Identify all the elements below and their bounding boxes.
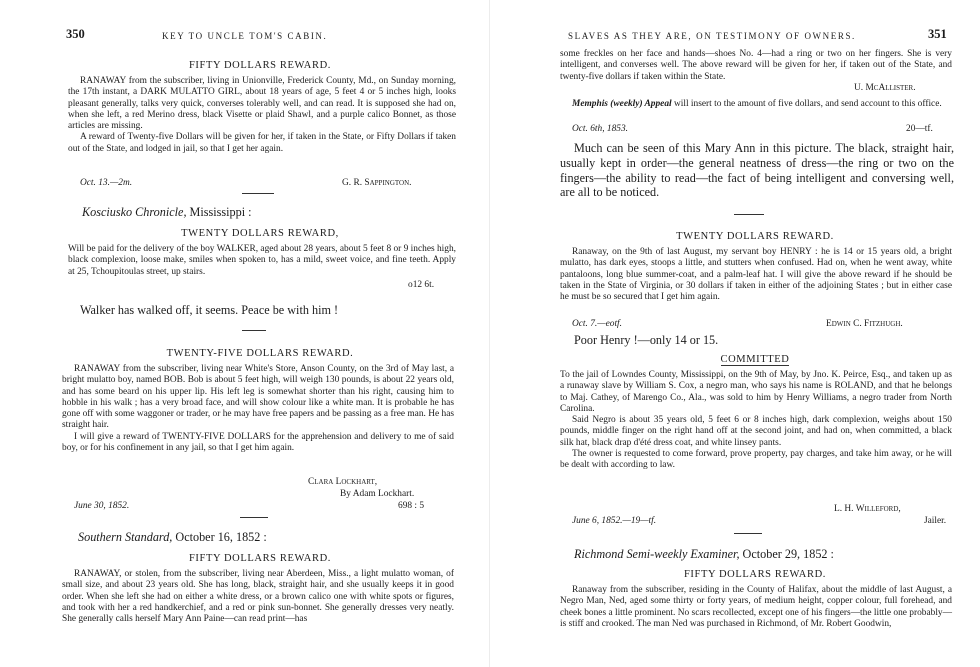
ad-date: Oct. 7.—eotf. <box>572 319 622 329</box>
notice-date: Oct. 6th, 1853. <box>572 124 628 134</box>
ad-heading: FIFTY DOLLARS REWARD. <box>188 553 331 564</box>
newspaper-name: Kosciusko Chronicle, <box>82 205 187 219</box>
ad-signer: U. McAllister. <box>854 83 916 93</box>
advertisement <box>560 585 952 630</box>
ad-date: June 30, 1852. <box>74 501 130 511</box>
ad-body: To the jail of Lowndes County, Mississippi, on the 9th of May, by Jno. K. Peirce, Esq., and taken up as a runaway slave by William S. Cox, a negro man, who says his name is ROLAND, and that he belongs to Maj. Cathey, of Marengo Co., Ala., was sold to him by Henry Williams, a negro trader from North Carolina. <box>560 370 952 414</box>
source-line <box>574 547 834 562</box>
source-line <box>82 205 252 220</box>
ad-heading: TWENTY DOLLARS REWARD, <box>181 228 339 239</box>
ad-body: Ranaway, on the 9th of last August, my servant boy HENRY : he is 14 or 15 years old, a bright mulatto, has dark eyes, stoops a little, and stutters when confused. Had on, when he went away, white pantaloons, long blue summer-coat, and a palm-leaf hat. I will give the above reward if he should be taken in the State of Virginia, or 30 dollars if taken in either of the adjoining States ; but in either case he must be so secured that I get him again. <box>560 247 952 303</box>
commentary: Poor Henry !—only 14 or 15. <box>574 333 719 347</box>
ad-heading: TWENTY DOLLARS REWARD. <box>676 231 834 242</box>
newspaper-name: Memphis (weekly) Appeal <box>572 99 672 109</box>
ad-signer: G. R. Sappington. <box>342 178 412 188</box>
ad-date: June 6, 1852.—19—tf. <box>572 516 657 526</box>
ad-signer: Clara Lockhart, <box>308 477 378 487</box>
ad-heading: FIFTY DOLLARS REWARD. <box>683 569 826 580</box>
commentary: Much can be seen of this Mary Ann in this picture. The black, straight hair, usually kept in order—the general neatness of dress—the ring or two on the fingers—the ability to read—the fact of being intelligent and conversing well, are all to be noticed. <box>560 141 954 200</box>
running-head: SLAVES AS THEY ARE, ON TESTIMONY OF OWNERS. <box>568 31 856 41</box>
right-page <box>490 0 980 667</box>
ad-body: some freckles on her face and hands—shoes No. 4—had a ring or two on her fingers. She is very intelligent, and converses well. The above reward will be given for her, if taken out of the State, and twenty-five dollars if taken within the State. <box>560 49 952 82</box>
divider <box>734 214 764 215</box>
ad-body: RANAWAY, or stolen, from the subscriber, living near Aberdeen, Miss., a light mulatto woman, of small size, and about 23 years old. She has long, black, straight hair, and she usually keeps it in good order. When she left she had on either a white dress, or a brown calico one with white spots or figures, and took with her a red handkerchief, and a red or pink sun-bonnet. She generally dresses very neatly. She generally calls herself Mary Ann Paine—can read print—has <box>62 569 454 625</box>
ad-signer: L. H. Willeford, <box>834 504 901 514</box>
divider <box>242 330 266 331</box>
ad-heading: COMMITTED <box>720 354 790 365</box>
running-head: KEY TO UNCLE TOM'S CABIN. <box>162 31 328 41</box>
notice-text: will insert to the amount of five dollars, and send account to this office. <box>673 99 942 109</box>
divider <box>240 517 268 518</box>
ad-body: Will be paid for the delivery of the boy WALKER, aged about 28 years, about 5 feet 8 or 9 inches high, black complexion, loose make, smiles when spoken to, has a mild, sweet voice, and fine teeth. Apply at 25, Tchoupitoulas street, up stairs. <box>68 244 456 277</box>
newspaper-name: Richmond Semi-weekly Examiner, <box>574 547 740 561</box>
ad-date: Oct. 13.—2m. <box>80 178 133 188</box>
advertisement-continued <box>560 49 952 83</box>
ad-signer-title: Jailer. <box>924 516 947 526</box>
ad-heading: TWENTY-FIVE DOLLARS REWARD. <box>166 348 354 359</box>
commentary: Walker has walked off, it seems. Peace be with him ! <box>80 303 339 317</box>
ad-signer: By Adam Lockhart. <box>340 489 415 499</box>
ad-code: 698 : 5 <box>398 501 425 511</box>
newspaper-name: Southern Standard, <box>78 530 173 544</box>
notice-code: 20—tf. <box>906 124 933 134</box>
publication-notice <box>560 99 952 110</box>
page-number: 350 <box>66 27 85 41</box>
ad-code: o12 6t. <box>408 280 435 290</box>
divider <box>242 193 274 194</box>
advertisement <box>62 569 454 625</box>
newspaper-date: October 29, 1852 : <box>742 547 834 561</box>
divider <box>734 533 762 534</box>
newspaper-place: Mississippi : <box>189 205 252 219</box>
ad-body: The owner is requested to come forward, prove property, pay charges, and take him away, or he will be dealt with according to law. <box>560 449 952 471</box>
advertisement <box>62 364 454 454</box>
ad-body: A reward of Twenty-five Dollars will be given for her, if taken in the State, or Fifty Dollars if taken out of the State, and lodged in jail, so that I get her again. <box>68 132 456 154</box>
ad-body: RANAWAY from the subscriber, living near White's Store, Anson County, on the 3rd of May last, a bright mulatto boy, named BOB. Bob is about 5 feet high, will weigh 130 pounds, is about 22 years old, and has some beard on his upper lip. His left leg is somewhat shorter than his right, causing him to hobble in his walk ; has a very broad face, and will show colour like a white man. It is probable he has gone off with some waggoner or trader, or he may have free papers and be passing as a free man. He has straight hair. <box>62 364 454 431</box>
ad-body: I will give a reward of TWENTY-FIVE DOLLARS for the apprehension and delivery to me of said boy, or for his confinement in any jail, so that I get him again. <box>62 431 454 454</box>
source-line <box>78 530 267 545</box>
advertisement <box>68 244 456 278</box>
ad-body: Ranaway from the subscriber, residing in the County of Halifax, about the middle of last August, a Negro Man, Ned, aged some thirty or forty years, of medium height, copper colour, full forehead, and cheek bones a little prominent. No scars recollected, except one of his fingers—the little one probably—is stiff and crooked. The man Ned was purchased in Richmond, of Mr. Robert Goodwin, <box>560 585 952 629</box>
ad-heading: FIFTY DOLLARS REWARD. <box>188 60 331 71</box>
page-number: 351 <box>928 27 947 41</box>
ad-signer: Edwin C. Fitzhugh. <box>826 319 903 329</box>
ad-body: Said Negro is about 35 years old, 5 feet 6 or 8 inches high, dark complexion, weighs about 150 pounds, middle finger on the right hand off at the second joint, and had on, when committed, a black silk hat, black drap d'été dress coat, and white linsey pants. <box>560 415 952 448</box>
ad-body: RANAWAY from the subscriber, living in Unionville, Frederick County, Md., on Sunday morning, the 17th instant, a DARK MULATTO GIRL, about 18 years of age, 5 feet 4 or 5 inches high, looks pleasant generally, talks very quick, converses tolerably well, and can read. It is supposed she had on, when she left, a red Merino dress, black Visette or plaid Shawl, and a purple calico Bonnet, as those articles are missing. <box>68 76 456 132</box>
newspaper-date: October 16, 1852 : <box>175 530 267 544</box>
advertisement <box>560 370 952 472</box>
advertisement <box>68 76 456 155</box>
advertisement <box>560 247 952 303</box>
